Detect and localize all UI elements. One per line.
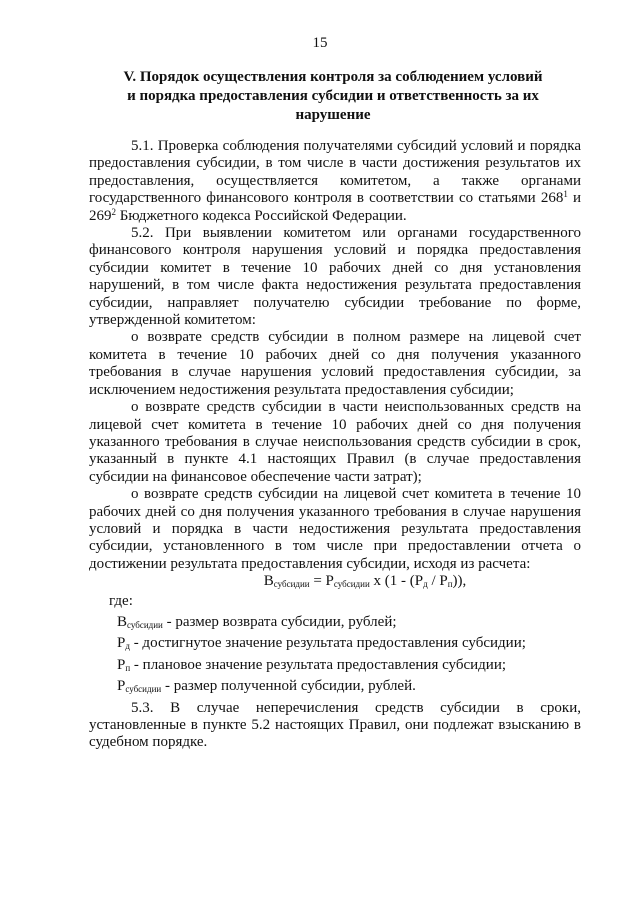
- def-text: - достигнутое значение результата предоставления субсидии;: [129, 635, 526, 652]
- formula-pd-sub: д: [423, 579, 428, 590]
- definition-p-achieved: [89, 635, 581, 652]
- document-body: [89, 138, 581, 752]
- clause-5-1: [89, 138, 581, 225]
- formula-v: В: [263, 573, 274, 590]
- page-number: 15: [312, 35, 328, 51]
- clause-5-2-item-1: о возврате средств субсидии в полном размере на лицевой счет комитета в течение 10 рабочих дней со дня получения указанного требования в случае нарушения условий предоставления субсидии, за исключением недостижения результата предоставления субсидии;: [89, 329, 581, 398]
- formula-v-sub: субсидии: [273, 579, 310, 590]
- definition-p-planned: [89, 657, 581, 674]
- clause-5-2-item-2: о возврате средств субсидии в части неиспользованных средств на лицевой счет комитета в течение 10 рабочих дней со дня получения указанного требования в случае неиспользования средств субсидии в срок, указанный в пункте 4.1 настоящих Правил (в случае предоставления субсидии на финансовое обеспечение части затрат);: [89, 399, 581, 485]
- clause-5-1-sup-b: 2: [111, 206, 116, 217]
- section-heading: [100, 68, 566, 125]
- formula-eq: = Р: [309, 573, 334, 590]
- heading-line-2: и порядка предоставления субсидии и ответственность за их: [127, 88, 539, 104]
- def-symbol: Р: [117, 656, 126, 673]
- formula-rest-c: )),: [452, 573, 467, 590]
- def-text: - размер полученной субсидии, рублей.: [161, 678, 416, 695]
- def-symbol: Р: [117, 635, 126, 652]
- def-text: - плановое значение результата предоставления субсидии;: [130, 656, 507, 673]
- definition-p-subsidy: [89, 678, 581, 695]
- formula-rest-a: x (1 - (Р: [369, 573, 424, 590]
- def-subscript: субсидии: [127, 619, 163, 630]
- def-text: - размер возврата субсидии, рублей;: [162, 613, 397, 630]
- clause-5-1-text-c: Бюджетного кодекса Российской Федерации.: [116, 207, 407, 224]
- formula-p-sub: субсидии: [333, 579, 370, 590]
- formula-pp-sub: п: [447, 579, 453, 590]
- def-subscript: субсидии: [125, 684, 162, 695]
- clause-5-2-intro: 5.2. При выявлении комитетом или органами государственного финансового контроля нарушения условий и порядка предоставления субсидии комитет в течение 10 рабочих дней со дня установления нарушений, в том числе факта недостижения результата предоставления субсидии, направляет получателю субсидии требование по форме, утвержденной комитетом:: [89, 225, 581, 329]
- where-label: где:: [109, 592, 133, 609]
- def-symbol: В: [117, 613, 128, 630]
- clause-5-1-text-a: 5.1. Проверка соблюдения получателями субсидий условий и порядка предоставления субсидии, в том числе в части достижения результатов их предоставления, осуществляется комитетом, а также органами государственного финансового контроля в соответствии со статьями 268: [89, 138, 581, 207]
- clause-5-1-text-b: и 269: [89, 190, 581, 224]
- clause-5-2-item-3: о возврате средств субсидии на лицевой счет комитета в течение 10 рабочих дней со дня получения указанного требования в случае нарушения условий и порядка в части недостижения результата предоставления субсидии, установленного в том числе при предоставлении отчета о достижении результата предоставления субсидии, исходя из расчета:: [89, 486, 581, 572]
- def-symbol: Р: [117, 678, 126, 695]
- heading-line-3: нарушение: [295, 107, 371, 123]
- heading-line-1: V. Порядок осуществления контроля за соблюдением условий: [123, 69, 543, 85]
- formula-rest-b: / Р: [427, 573, 448, 590]
- def-subscript: д: [125, 641, 130, 652]
- def-subscript: п: [125, 662, 131, 673]
- clause-5-1-sup-a: 1: [563, 189, 568, 200]
- refund-formula: [89, 573, 581, 590]
- clause-5-3: 5.3. В случае неперечисления средств субсидии в сроки, установленные в пункте 5.2 настоящих Правил, они подлежат взысканию в судебном порядке.: [89, 699, 581, 751]
- definition-v-subsidy: [89, 614, 581, 631]
